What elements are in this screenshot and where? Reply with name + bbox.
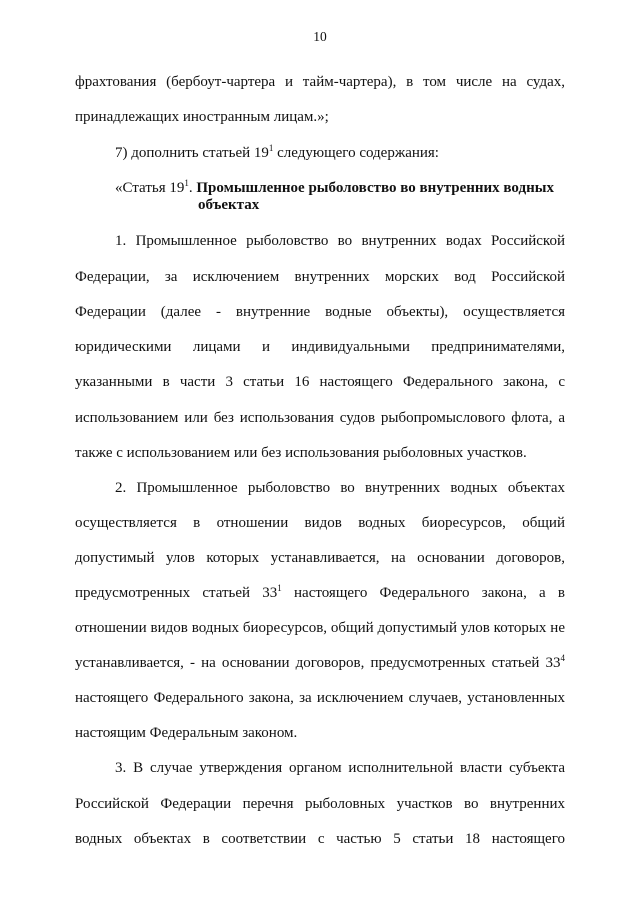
text-line: водных объектах в соответствии с частью 5 статьи 18 настоящего: [75, 831, 565, 847]
text-line: фрахтования (бербоут-чартера и тайм-чартера), в том числе на судах,: [75, 74, 565, 90]
text-line: 1. Промышленное рыболовство во внутренних водах Российской: [115, 233, 565, 249]
text-line: использованием или без использования судов рыбопромыслового флота, а: [75, 410, 565, 426]
text-line: Федерации (далее - внутренние водные объекты), осуществляется: [75, 304, 565, 320]
article-heading: [115, 179, 565, 197]
text-line: также с использованием или без использования рыболовных участков.: [75, 445, 527, 461]
text-line: Российской Федерации перечня рыболовных участков во внутренних: [75, 796, 565, 812]
text-fragment: 7) дополнить статьей 19: [115, 145, 269, 161]
superscript: 4: [560, 653, 565, 663]
text-line: отношении видов водных биоресурсов, общий допустимый улов которых не: [75, 620, 565, 636]
text-line: осуществляется в отношении видов водных биоресурсов, общий: [75, 515, 565, 531]
superscript: 1: [184, 178, 189, 188]
text-line: [75, 654, 565, 672]
article-label-dot: .: [188, 180, 197, 196]
text-line: настоящим Федеральным законом.: [75, 725, 298, 741]
article-title: Промышленное рыболовство во внутренних водных: [196, 180, 554, 196]
text-fragment: устанавливается, - на основании договоров, предусмотренных статьей 33: [75, 655, 561, 671]
text-line: настоящего Федерального закона, за исключением случаев, установленных: [75, 690, 565, 706]
article-title-continuation: объектах: [198, 197, 260, 213]
text-line: 3. В случае утверждения органом исполнительной власти субъекта: [115, 760, 565, 776]
superscript: 1: [277, 583, 282, 593]
text-line: Федерации, за исключением внутренних морских вод Российской: [75, 269, 565, 285]
text-line: допустимый улов которых устанавливается, на основании договоров,: [75, 550, 565, 566]
text-line: принадлежащих иностранным лицам.»;: [75, 109, 329, 125]
text-fragment: настоящего Федерального закона, а в: [281, 585, 565, 601]
text-fragment: предусмотренных статьей 33: [75, 585, 278, 601]
text-fragment: следующего содержания:: [273, 145, 439, 161]
text-line: [75, 584, 565, 602]
amendment-item: [115, 144, 565, 162]
text-line: юридическими лицами и индивидуальными предпринимателями,: [75, 339, 565, 355]
text-line: указанными в части 3 статьи 16 настоящего Федерального закона, с: [75, 374, 565, 390]
page-number: 10: [313, 29, 327, 44]
text-line: 2. Промышленное рыболовство во внутренних водных объектах: [115, 480, 565, 496]
article-label: «Статья 19: [115, 180, 185, 196]
superscript: 1: [268, 143, 274, 153]
